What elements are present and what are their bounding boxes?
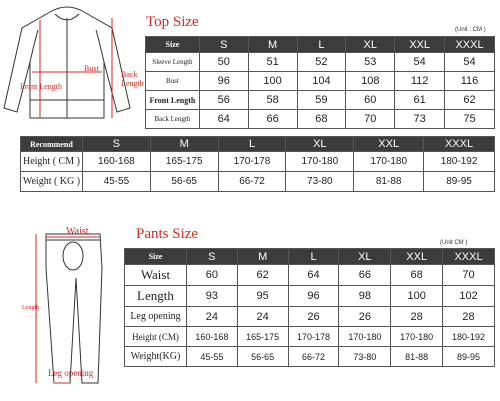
header-s: S bbox=[199, 37, 248, 53]
pants-unit-note: (Unit CM ) bbox=[440, 240, 468, 246]
row-label: Weight ( KG ) bbox=[21, 172, 83, 192]
cell: 170-180 bbox=[354, 152, 424, 172]
cell: 108 bbox=[346, 72, 395, 91]
cell: 60 bbox=[346, 91, 395, 110]
jacket-measure-lines bbox=[0, 0, 135, 125]
waist-annotation: Waist bbox=[66, 226, 89, 237]
cell: 81-88 bbox=[391, 347, 443, 367]
cell: 116 bbox=[445, 72, 495, 91]
recommend-table bbox=[20, 136, 495, 192]
cell: 70 bbox=[346, 110, 395, 129]
cell: 64 bbox=[288, 265, 339, 286]
header-xxl: XXL bbox=[354, 137, 424, 152]
cell: 89-95 bbox=[443, 347, 495, 367]
top-unit-note: (Unit : CM ) bbox=[455, 27, 486, 33]
cell: 45-55 bbox=[186, 347, 237, 367]
cell: 59 bbox=[297, 91, 346, 110]
cell: 51 bbox=[248, 53, 297, 72]
header-xl: XL bbox=[286, 137, 354, 152]
cell: 70 bbox=[443, 265, 495, 286]
row-label: Length bbox=[125, 286, 187, 307]
cell: 102 bbox=[443, 286, 495, 307]
row-label: Waist bbox=[125, 265, 187, 286]
cell: 104 bbox=[297, 72, 346, 91]
header-s: S bbox=[186, 249, 237, 265]
cell: 73 bbox=[395, 110, 445, 129]
cell: 100 bbox=[391, 286, 443, 307]
cell: 24 bbox=[237, 307, 288, 327]
cell: 66-72 bbox=[218, 172, 286, 192]
row-label: Bust bbox=[146, 72, 200, 91]
row-label: Back Length bbox=[146, 110, 200, 129]
row-label: Height (CM) bbox=[125, 327, 187, 347]
cell: 56-65 bbox=[150, 172, 218, 192]
cell: 66 bbox=[339, 265, 391, 286]
cell: 98 bbox=[339, 286, 391, 307]
cell: 170-178 bbox=[218, 152, 286, 172]
cell: 73-80 bbox=[339, 347, 391, 367]
cell: 100 bbox=[248, 72, 297, 91]
length-annotation: Length bbox=[22, 305, 39, 311]
row-label: Sleeve Length bbox=[146, 53, 200, 72]
cell: 56 bbox=[199, 91, 248, 110]
cell: 170-180 bbox=[339, 327, 391, 347]
cell: 60 bbox=[186, 265, 237, 286]
cell: 62 bbox=[237, 265, 288, 286]
front-length-annotation: Front Length bbox=[20, 82, 62, 91]
cell: 53 bbox=[346, 53, 395, 72]
cell: 73-80 bbox=[286, 172, 354, 192]
leg-opening-annotation: Leg opening bbox=[48, 368, 94, 378]
cell: 54 bbox=[395, 53, 445, 72]
cell: 89-95 bbox=[424, 172, 495, 192]
header-xl: XL bbox=[339, 249, 391, 265]
cell: 96 bbox=[199, 72, 248, 91]
header-xl: XL bbox=[346, 37, 395, 53]
header-l: L bbox=[297, 37, 346, 53]
cell: 52 bbox=[297, 53, 346, 72]
cell: 50 bbox=[199, 53, 248, 72]
cell: 66 bbox=[248, 110, 297, 129]
top-size-title: Top Size bbox=[146, 14, 199, 30]
cell: 93 bbox=[186, 286, 237, 307]
cell: 58 bbox=[248, 91, 297, 110]
header-size: Size bbox=[146, 37, 200, 53]
cell: 64 bbox=[199, 110, 248, 129]
header-recommend: Recommend bbox=[21, 137, 83, 152]
cell: 56-65 bbox=[237, 347, 288, 367]
row-label: Leg opening bbox=[125, 307, 187, 327]
cell: 62 bbox=[445, 91, 495, 110]
header-m: M bbox=[150, 137, 218, 152]
row-label: Weight(KG) bbox=[125, 347, 187, 367]
header-size: Size bbox=[125, 249, 187, 265]
cell: 112 bbox=[395, 72, 445, 91]
header-s: S bbox=[82, 137, 150, 152]
header-xxxl: XXXL bbox=[443, 249, 495, 265]
cell: 68 bbox=[391, 265, 443, 286]
cell: 28 bbox=[391, 307, 443, 327]
row-label: Front Length bbox=[146, 91, 200, 110]
header-m: M bbox=[248, 37, 297, 53]
cell: 96 bbox=[288, 286, 339, 307]
cell: 170-178 bbox=[288, 327, 339, 347]
cell: 180-192 bbox=[424, 152, 495, 172]
back-length-annotation: Back Length bbox=[121, 70, 144, 88]
header-l: L bbox=[218, 137, 286, 152]
cell: 61 bbox=[395, 91, 445, 110]
header-xxxl: XXXL bbox=[445, 37, 495, 53]
top-size-table bbox=[145, 36, 495, 129]
cell: 165-175 bbox=[150, 152, 218, 172]
cell: 165-175 bbox=[237, 327, 288, 347]
header-xxl: XXL bbox=[395, 37, 445, 53]
cell: 170-180 bbox=[286, 152, 354, 172]
pants-size-title: Pants Size bbox=[136, 226, 199, 242]
cell: 68 bbox=[297, 110, 346, 129]
cell: 160-168 bbox=[82, 152, 150, 172]
cell: 24 bbox=[186, 307, 237, 327]
cell: 75 bbox=[445, 110, 495, 129]
row-label: Height ( CM ) bbox=[21, 152, 83, 172]
cell: 45-55 bbox=[82, 172, 150, 192]
bust-annotation: Bust bbox=[84, 64, 99, 73]
cell: 26 bbox=[339, 307, 391, 327]
cell: 28 bbox=[443, 307, 495, 327]
header-xxxl: XXXL bbox=[424, 137, 495, 152]
cell: 160-168 bbox=[186, 327, 237, 347]
cell: 54 bbox=[445, 53, 495, 72]
header-l: L bbox=[288, 249, 339, 265]
header-xxl: XXL bbox=[391, 249, 443, 265]
cell: 95 bbox=[237, 286, 288, 307]
cell: 81-88 bbox=[354, 172, 424, 192]
pants-size-table bbox=[124, 248, 495, 367]
cell: 180-192 bbox=[443, 327, 495, 347]
header-m: M bbox=[237, 249, 288, 265]
cell: 26 bbox=[288, 307, 339, 327]
cell: 170-180 bbox=[391, 327, 443, 347]
cell: 66-72 bbox=[288, 347, 339, 367]
